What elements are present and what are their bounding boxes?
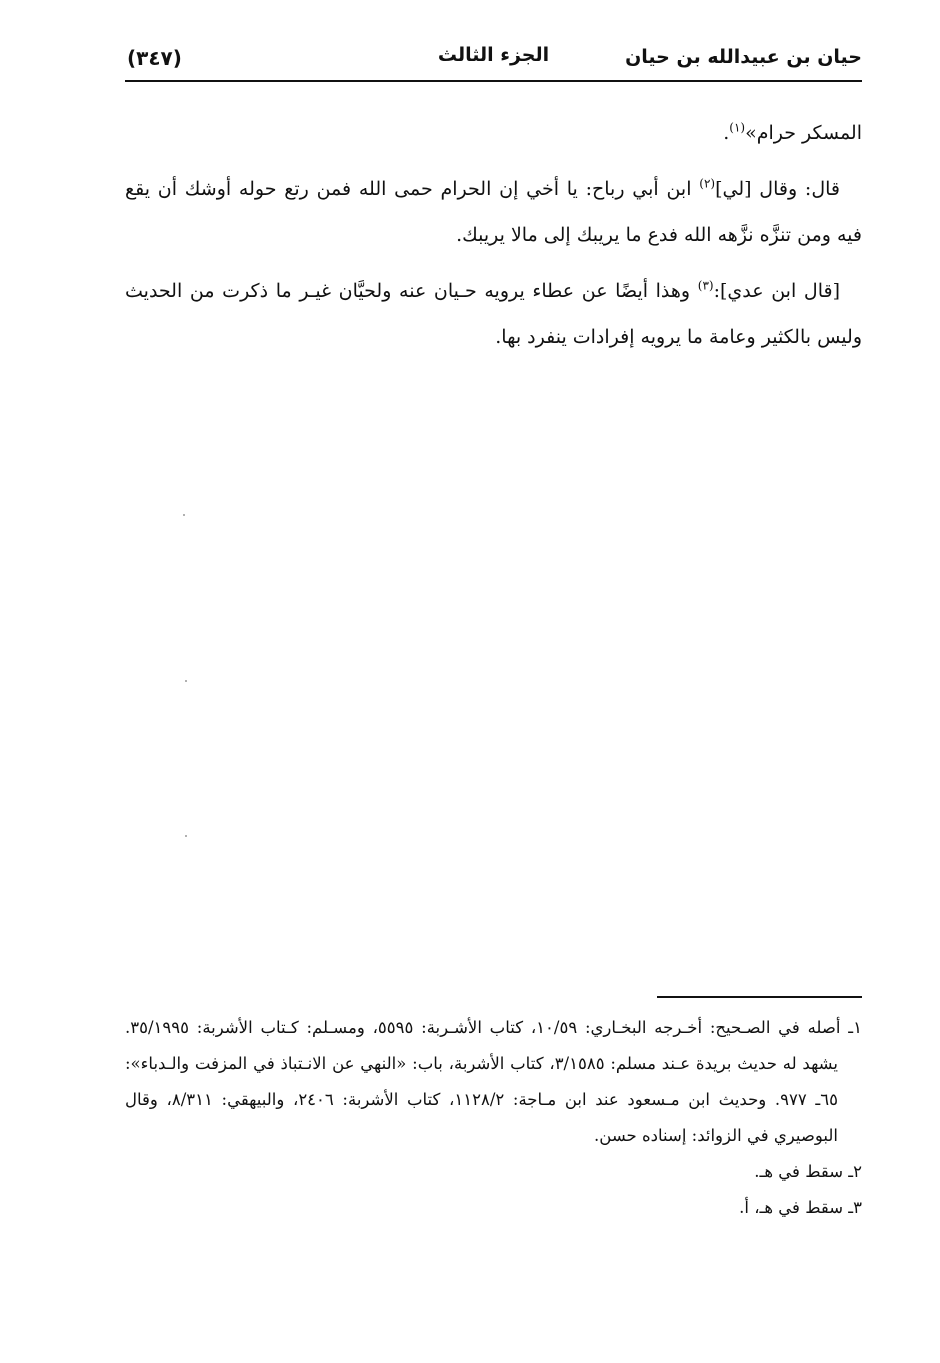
paragraph-1 (125, 110, 862, 156)
footnote-ref-1: (١) (729, 120, 746, 135)
scan-speck (185, 835, 187, 837)
paragraph-2-lead: قال: وقال [لي] (715, 178, 840, 200)
footnote-2 (125, 1154, 862, 1190)
paragraph-1-tail: . (723, 122, 730, 144)
paragraph-3 (125, 268, 862, 360)
page-header (125, 40, 862, 82)
page-number: (٣٤٧) (127, 46, 182, 70)
paragraph-1-text: المسكر حرام» (745, 122, 862, 144)
footnote-ref-2: (٢) (699, 176, 716, 191)
footnote-1-number: ١ـ (848, 1018, 862, 1037)
footnote-3 (125, 1190, 862, 1226)
footnote-3-text: سقط في هـ، أ. (739, 1198, 844, 1217)
volume-label: الجزء الثالث (437, 44, 550, 66)
footnote-2-text: سقط في هـ. (754, 1162, 844, 1181)
paragraph-2 (125, 166, 862, 258)
main-text (125, 110, 862, 370)
paragraph-3-lead: [قال ابن عدي]: (713, 280, 840, 302)
scan-speck (183, 514, 185, 516)
paragraph-2-body: ابن أبي رباح: يا أخي إن الحرام حمى الله فمن رتع حوله أوشك أن يقع فيه ومن تنزَّه نزَّهه الله فدع ما يريبك إلى مالا يريبك. (125, 178, 862, 246)
footnote-3-number: ٣ـ (848, 1198, 862, 1217)
footnotes (125, 1010, 862, 1226)
footnote-2-number: ٢ـ (848, 1162, 862, 1181)
footnote-1-text: أصله في الصـحيح: أخـرجه البخـاري: ١٠/٥٩، كتاب الأشـربة: ٥٥٩٥، ومسـلم: كـتاب الأشربة: ٣٥/١٩٩٥. يشهد له حديث بريدة عـند مسلم: ٣/١٥٨٥، كتاب الأشربة، باب: «النهي عن الانـتباذ في المزفت والـدباء»: ٦٥ـ ٩٧٧. وحديث ابن مـسعود عند ابن مـاجة: ١١٢٨/٢، كتاب الأشربة: ٢٤٠٦، والبيهقي: ٨/٣١١، وقال البوصيري في الزوائد: إسناده حسن. (125, 1018, 841, 1145)
footnote-ref-3: (٣) (697, 278, 714, 293)
footnote-separator (657, 996, 862, 998)
footnote-1 (125, 1010, 862, 1154)
scan-speck (185, 680, 187, 682)
running-title: حيان بن عبيدالله بن حيان (625, 46, 862, 68)
paragraph-3-body: وهذا أيضًا عن عطاء يرويه حـيان عنه ولحيَّان غيـر ما ذكرت من الحديث وليس بالكثير وعامة ما يرويه إفرادات ينفرد بها. (125, 280, 862, 348)
